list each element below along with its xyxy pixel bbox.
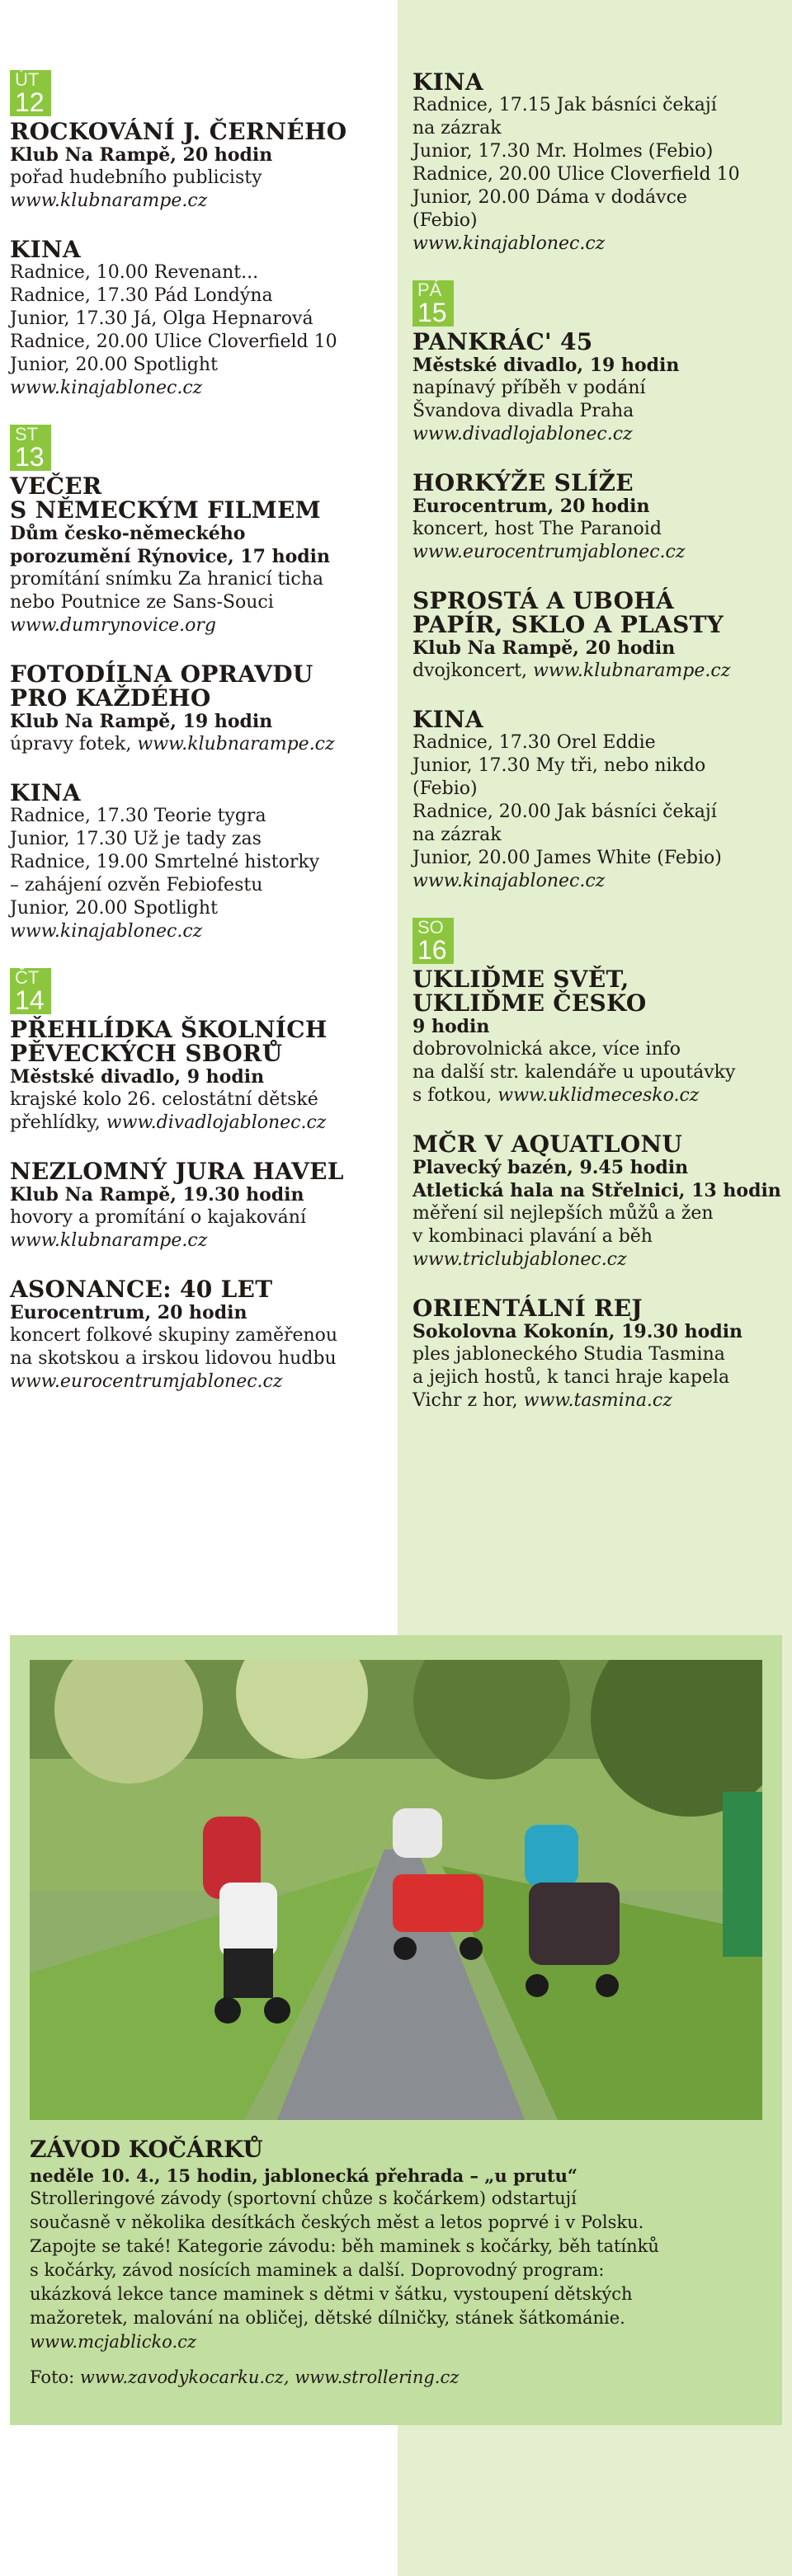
event-desc: ples jabloneckého Studia Tasmina: [412, 1344, 725, 1365]
event-title: ORIENTÁLNÍ REJ: [412, 1295, 643, 1322]
event-jura-havel: [10, 1159, 381, 1253]
event-horkyze-slize: [412, 471, 784, 564]
screening-line: Junior, 17.30 My tři, nebo nikdo: [412, 755, 706, 776]
day-badge-16: [412, 918, 454, 964]
day-badge-12: [10, 70, 51, 116]
feature-link[interactable]: www.mcjablicko.cz: [30, 2332, 196, 2352]
event-link[interactable]: www.kinajablonec.cz: [10, 921, 203, 942]
event-vecer-nemecky-film: [10, 474, 381, 637]
event-desc: pořad hudebního publicisty: [10, 167, 262, 188]
event-mcr-aquatlon: [412, 1132, 784, 1272]
event-link[interactable]: www.divadlojablonec.cz: [106, 1112, 327, 1133]
event-desc: měření sil nejlepších můžů a žen: [412, 1203, 714, 1224]
event-title: KINA: [10, 236, 81, 263]
event-desc: přehlídky,: [10, 1112, 106, 1133]
feature-title: ZÁVOD KOČÁRKŮ: [30, 2136, 263, 2163]
screening-line: Junior, 17.30 Už je tady zas: [10, 829, 262, 849]
event-desc: Vichr z hor,: [412, 1390, 524, 1411]
feature-desc: mažoretek, malování na obličej, dětské dílničky, stánek šátkománie.: [30, 2308, 625, 2328]
screening-line: (Febio): [412, 778, 478, 799]
event-desc: na další str. kalendáře u upoutávky: [412, 1062, 736, 1083]
event-desc: Švandova divadla Praha: [412, 401, 634, 421]
screening-line: Radnice, 17.15 Jak básníci čekají: [412, 95, 717, 115]
event-title: KINA: [412, 68, 483, 96]
screening-line: Junior, 17.30 Já, Olga Hepnarová: [10, 308, 314, 329]
day-of-week: SO: [417, 917, 444, 938]
event-link[interactable]: www.klubnarampe.cz: [10, 190, 208, 211]
feature-desc: Zapojte se také! Kategorie závodu: běh maminek s kočárky, běh tatínků: [30, 2236, 659, 2256]
event-venue: Atletická hala na Střelnici, 13 hodin: [412, 1180, 781, 1201]
event-kina-15: [412, 707, 784, 893]
event-title: UKLIĎME ČESKO: [412, 990, 647, 1017]
screening-line: Radnice, 20.00 Jak básníci čekají: [412, 801, 717, 822]
screening-line: Junior, 20.00 Spotlight: [10, 898, 218, 919]
screening-line: Radnice, 17.30 Orel Eddie: [412, 732, 656, 753]
feature-desc: s kočárky, závod nosících maminek a další. Doprovodný program:: [30, 2260, 605, 2280]
event-title: PĚVECKÝCH SBORŮ: [10, 1040, 283, 1067]
day-number: 14: [15, 985, 45, 1015]
screening-line: Junior, 20.00 Spotlight: [10, 355, 218, 375]
event-title: PAPÍR, SKLO A PLASTY: [412, 611, 724, 638]
event-link[interactable]: www.tasmina.cz: [523, 1390, 672, 1411]
screening-line: Radnice, 17.30 Pád Londýna: [10, 285, 273, 306]
event-title: MČR V AQUATLONU: [412, 1131, 683, 1158]
right-column: [412, 70, 784, 1437]
event-link[interactable]: www.uklidmecesko.cz: [497, 1085, 700, 1106]
day-badge-13: [10, 425, 51, 471]
event-title: S NĚMECKÝM FILMEM: [10, 496, 321, 524]
screening-line: Radnice, 20.00 Ulice Cloverfield 10: [412, 164, 740, 185]
day-badge-15: [412, 280, 454, 327]
feature-box: [10, 1635, 782, 2425]
screening-line: Radnice, 17.30 Teorie tygra: [10, 806, 266, 826]
event-title: PANKRÁC' 45: [412, 328, 593, 355]
event-rockovani: [10, 120, 381, 213]
event-title: KINA: [412, 706, 483, 733]
stroller-race-photo: [30, 1660, 762, 2120]
event-desc: koncert folkové skupiny zaměřenou: [10, 1325, 338, 1346]
screening-line: Junior, 17.30 Mr. Holmes (Febio): [412, 141, 714, 162]
event-venue: Eurocentrum, 20 hodin: [412, 496, 650, 517]
event-title: VEČER: [10, 472, 102, 500]
event-link[interactable]: www.kinajablonec.cz: [412, 233, 606, 254]
day-of-week: PÁ: [417, 280, 442, 300]
day-number: 16: [417, 935, 447, 965]
event-desc: úpravy fotek,: [10, 734, 138, 754]
event-desc: napínavý příběh v podání: [412, 378, 646, 398]
event-link[interactable]: www.klubnarampe.cz: [10, 1230, 208, 1251]
day-number: 13: [15, 442, 45, 472]
stroller-race-illustration: [30, 1660, 762, 2120]
screening-line: Radnice, 20.00 Ulice Cloverfield 10: [10, 331, 337, 352]
event-venue: Plavecký bazén, 9.45 hodin: [412, 1157, 689, 1178]
event-desc: dobrovolnická akce, více info: [412, 1039, 681, 1060]
event-title: ASONANCE: 40 LET: [10, 1276, 273, 1303]
feature-date-venue: neděle 10. 4., 15 hodin, jablonecká přehrada – „u prutu“: [30, 2165, 578, 2186]
event-venue: Klub Na Rampě, 19.30 hodin: [10, 1184, 304, 1206]
event-orientalni-rej: [412, 1296, 784, 1413]
event-link[interactable]: www.dumrynovice.org: [10, 615, 216, 636]
feature-caption: [30, 2136, 764, 2390]
event-desc: hovory a promítání o kajakování: [10, 1207, 306, 1228]
screening-line: na zázrak: [412, 825, 502, 845]
left-column: [10, 70, 381, 1418]
event-desc: s fotkou,: [412, 1085, 498, 1106]
event-desc: nebo Poutnice ze Sans-Souci: [10, 592, 274, 613]
event-venue: Klub Na Rampě, 19 hodin: [10, 711, 273, 732]
event-title: KINA: [10, 779, 81, 806]
photo-credit-links[interactable]: www.zavodykocarku.cz, www.strollering.cz: [79, 2367, 460, 2387]
screening-line: – zahájení ozvěn Febiofestu: [10, 875, 263, 895]
screening-line: (Febio): [412, 210, 478, 231]
event-venue: Dům česko-německého: [10, 523, 246, 544]
event-link[interactable]: www.klubnarampe.cz: [533, 660, 731, 681]
event-link[interactable]: www.klubnarampe.cz: [137, 734, 335, 754]
day-of-week: ST: [15, 424, 39, 444]
event-kina-12: [10, 237, 381, 400]
event-link[interactable]: www.divadlojablonec.cz: [412, 424, 633, 444]
event-link[interactable]: www.kinajablonec.cz: [412, 871, 606, 891]
feature-desc: ukázková lekce tance maminek s dětmi v šátku, vystoupení dětských: [30, 2284, 633, 2304]
screening-line: na zázrak: [412, 118, 502, 139]
event-desc: promítání snímku Za hranicí ticha: [10, 569, 323, 590]
event-desc: a jejich hostů, k tanci hraje kapela: [412, 1367, 730, 1388]
event-link[interactable]: www.triclubjablonec.cz: [412, 1249, 627, 1270]
event-pankrac: [412, 330, 784, 446]
event-venue: Klub Na Rampě, 20 hodin: [10, 144, 273, 166]
event-desc: krajské kolo 26. celostátní dětské: [10, 1089, 318, 1110]
photo-credit: [30, 2366, 764, 2390]
event-venue: Eurocentrum, 20 hodin: [10, 1302, 248, 1323]
screening-line: Radnice, 19.00 Smrtelné historky: [10, 852, 320, 872]
day-of-week: ÚT: [15, 69, 40, 90]
day-of-week: ČT: [15, 967, 40, 988]
day-badge-14: [10, 968, 51, 1014]
event-title: PŘEHLÍDKA ŠKOLNÍCH: [10, 1016, 328, 1043]
event-title: UKLIĎME SVĚT,: [412, 966, 629, 993]
event-venue: porozumění Rýnovice, 17 hodin: [10, 546, 330, 567]
event-venue: 9 hodin: [412, 1016, 490, 1037]
event-link[interactable]: www.eurocentrumjablonec.cz: [10, 1371, 283, 1392]
event-uklidme-svet: [412, 967, 784, 1107]
event-link[interactable]: www.eurocentrumjablonec.cz: [412, 542, 686, 562]
event-sprosta-a-uboha: [412, 589, 784, 683]
screening-line: Radnice, 10.00 Revenant...: [10, 262, 259, 283]
event-title: HORKÝŽE SLÍŽE: [412, 469, 634, 496]
event-title: PRO KAŽDÉHO: [10, 684, 211, 712]
feature-desc: současně v několika desítkách českých měst a letos poprvé i v Polsku.: [30, 2212, 644, 2232]
event-kina-14: [412, 70, 784, 256]
event-desc: dvojkoncert,: [412, 660, 534, 681]
event-venue: Městské divadlo, 9 hodin: [10, 1066, 265, 1088]
feature-desc: Strolleringové závody (sportovní chůze s kočárkem) odstartují: [30, 2188, 577, 2208]
event-desc: koncert, host The Paranoid: [412, 519, 662, 539]
day-number: 12: [15, 87, 45, 117]
photo-credit-label: Foto:: [30, 2367, 80, 2387]
event-title: NEZLOMNÝ JURA HAVEL: [10, 1158, 344, 1185]
event-title: SPROSTÁ A UBOHÁ: [412, 587, 675, 614]
event-venue: Městské divadlo, 19 hodin: [412, 355, 680, 376]
screening-line: Junior, 20.00 James White (Febio): [412, 848, 722, 868]
event-venue: Sokolovna Kokonín, 19.30 hodin: [412, 1321, 743, 1342]
day-number: 15: [417, 298, 447, 327]
event-venue: Klub Na Rampě, 20 hodin: [412, 637, 676, 659]
event-asonance: [10, 1277, 381, 1394]
event-desc: na skotskou a irskou lidovou hudbu: [10, 1348, 337, 1369]
event-title: ROCKOVÁNÍ J. ČERNÉHO: [10, 118, 347, 145]
event-kina-13: [10, 781, 381, 943]
event-desc: v kombinaci plavání a běh: [412, 1226, 653, 1247]
event-fotodilna: [10, 662, 381, 756]
event-title: FOTODÍLNA OPRAVDU: [10, 660, 314, 688]
event-link[interactable]: www.kinajablonec.cz: [10, 378, 203, 398]
event-prehlidka-sboru: [10, 1018, 381, 1135]
screening-line: Junior, 20.00 Dáma v dodávce: [412, 187, 687, 208]
